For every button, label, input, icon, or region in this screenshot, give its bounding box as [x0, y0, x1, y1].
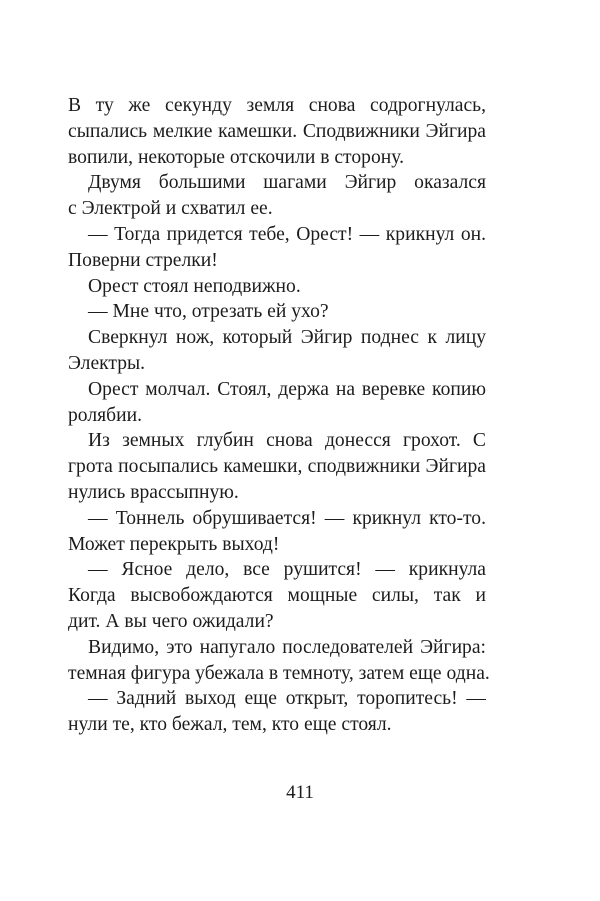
text-line: Поверни стрелки! [68, 249, 218, 271]
text-line: Двумя большими шагами Эйгир оказался [88, 172, 486, 194]
text-line: дит. А вы чего ожидали? [68, 610, 274, 632]
text-line: нули те, кто бежал, тем, кто еще стоял. [68, 714, 392, 736]
body-text [68, 93, 490, 738]
text-line: вопили, некоторые отскочили в сторону. [68, 146, 404, 168]
text-line: Сверкнул нож, который Эйгир поднес к лицу [88, 327, 486, 349]
text-line: Из земных глубин снова донесся грохот. С [88, 430, 486, 452]
page-number: 411 [286, 782, 314, 803]
text-line: Может перекрыть выход! [68, 533, 280, 555]
text-line: нулись врассыпную. [68, 481, 239, 503]
text-line: — Ясное дело, все рушится! — крикнула [88, 559, 486, 581]
text-line: Видимо, это напугало последователей Эйгира: [88, 636, 486, 658]
text-line: — Тогда придется тебе, Орест! — крикнул он. [88, 223, 486, 245]
text-line: с Электрой и схватил ее. [68, 198, 273, 220]
text-line: Орест молчал. Стоял, держа на веревке копию [88, 378, 486, 400]
text-line: сыпались мелкие камешки. Сподвижники Эйгира [68, 120, 486, 142]
text-line: грота посыпались камешки, сподвижники Эйгира [68, 456, 486, 478]
text-line: — Задний выход еще открыт, торопитесь! — [88, 688, 486, 710]
text-line: Электры. [68, 352, 146, 374]
text-line: Когда высвобождаются мощные силы, так и [68, 585, 486, 607]
text-line: Орест стоял неподвижно. [88, 275, 301, 297]
text-line: — Тоннель обрушивается! — крикнул кто-то. [88, 507, 486, 529]
text-line: ролябии. [68, 404, 142, 426]
text-line: — Мне что, отрезать ей ухо? [88, 301, 329, 323]
text-line: темная фигура убежала в темноту, затем еще одна. [68, 662, 490, 684]
text-line: В ту же секунду земля снова содрогнулась, [68, 95, 486, 116]
